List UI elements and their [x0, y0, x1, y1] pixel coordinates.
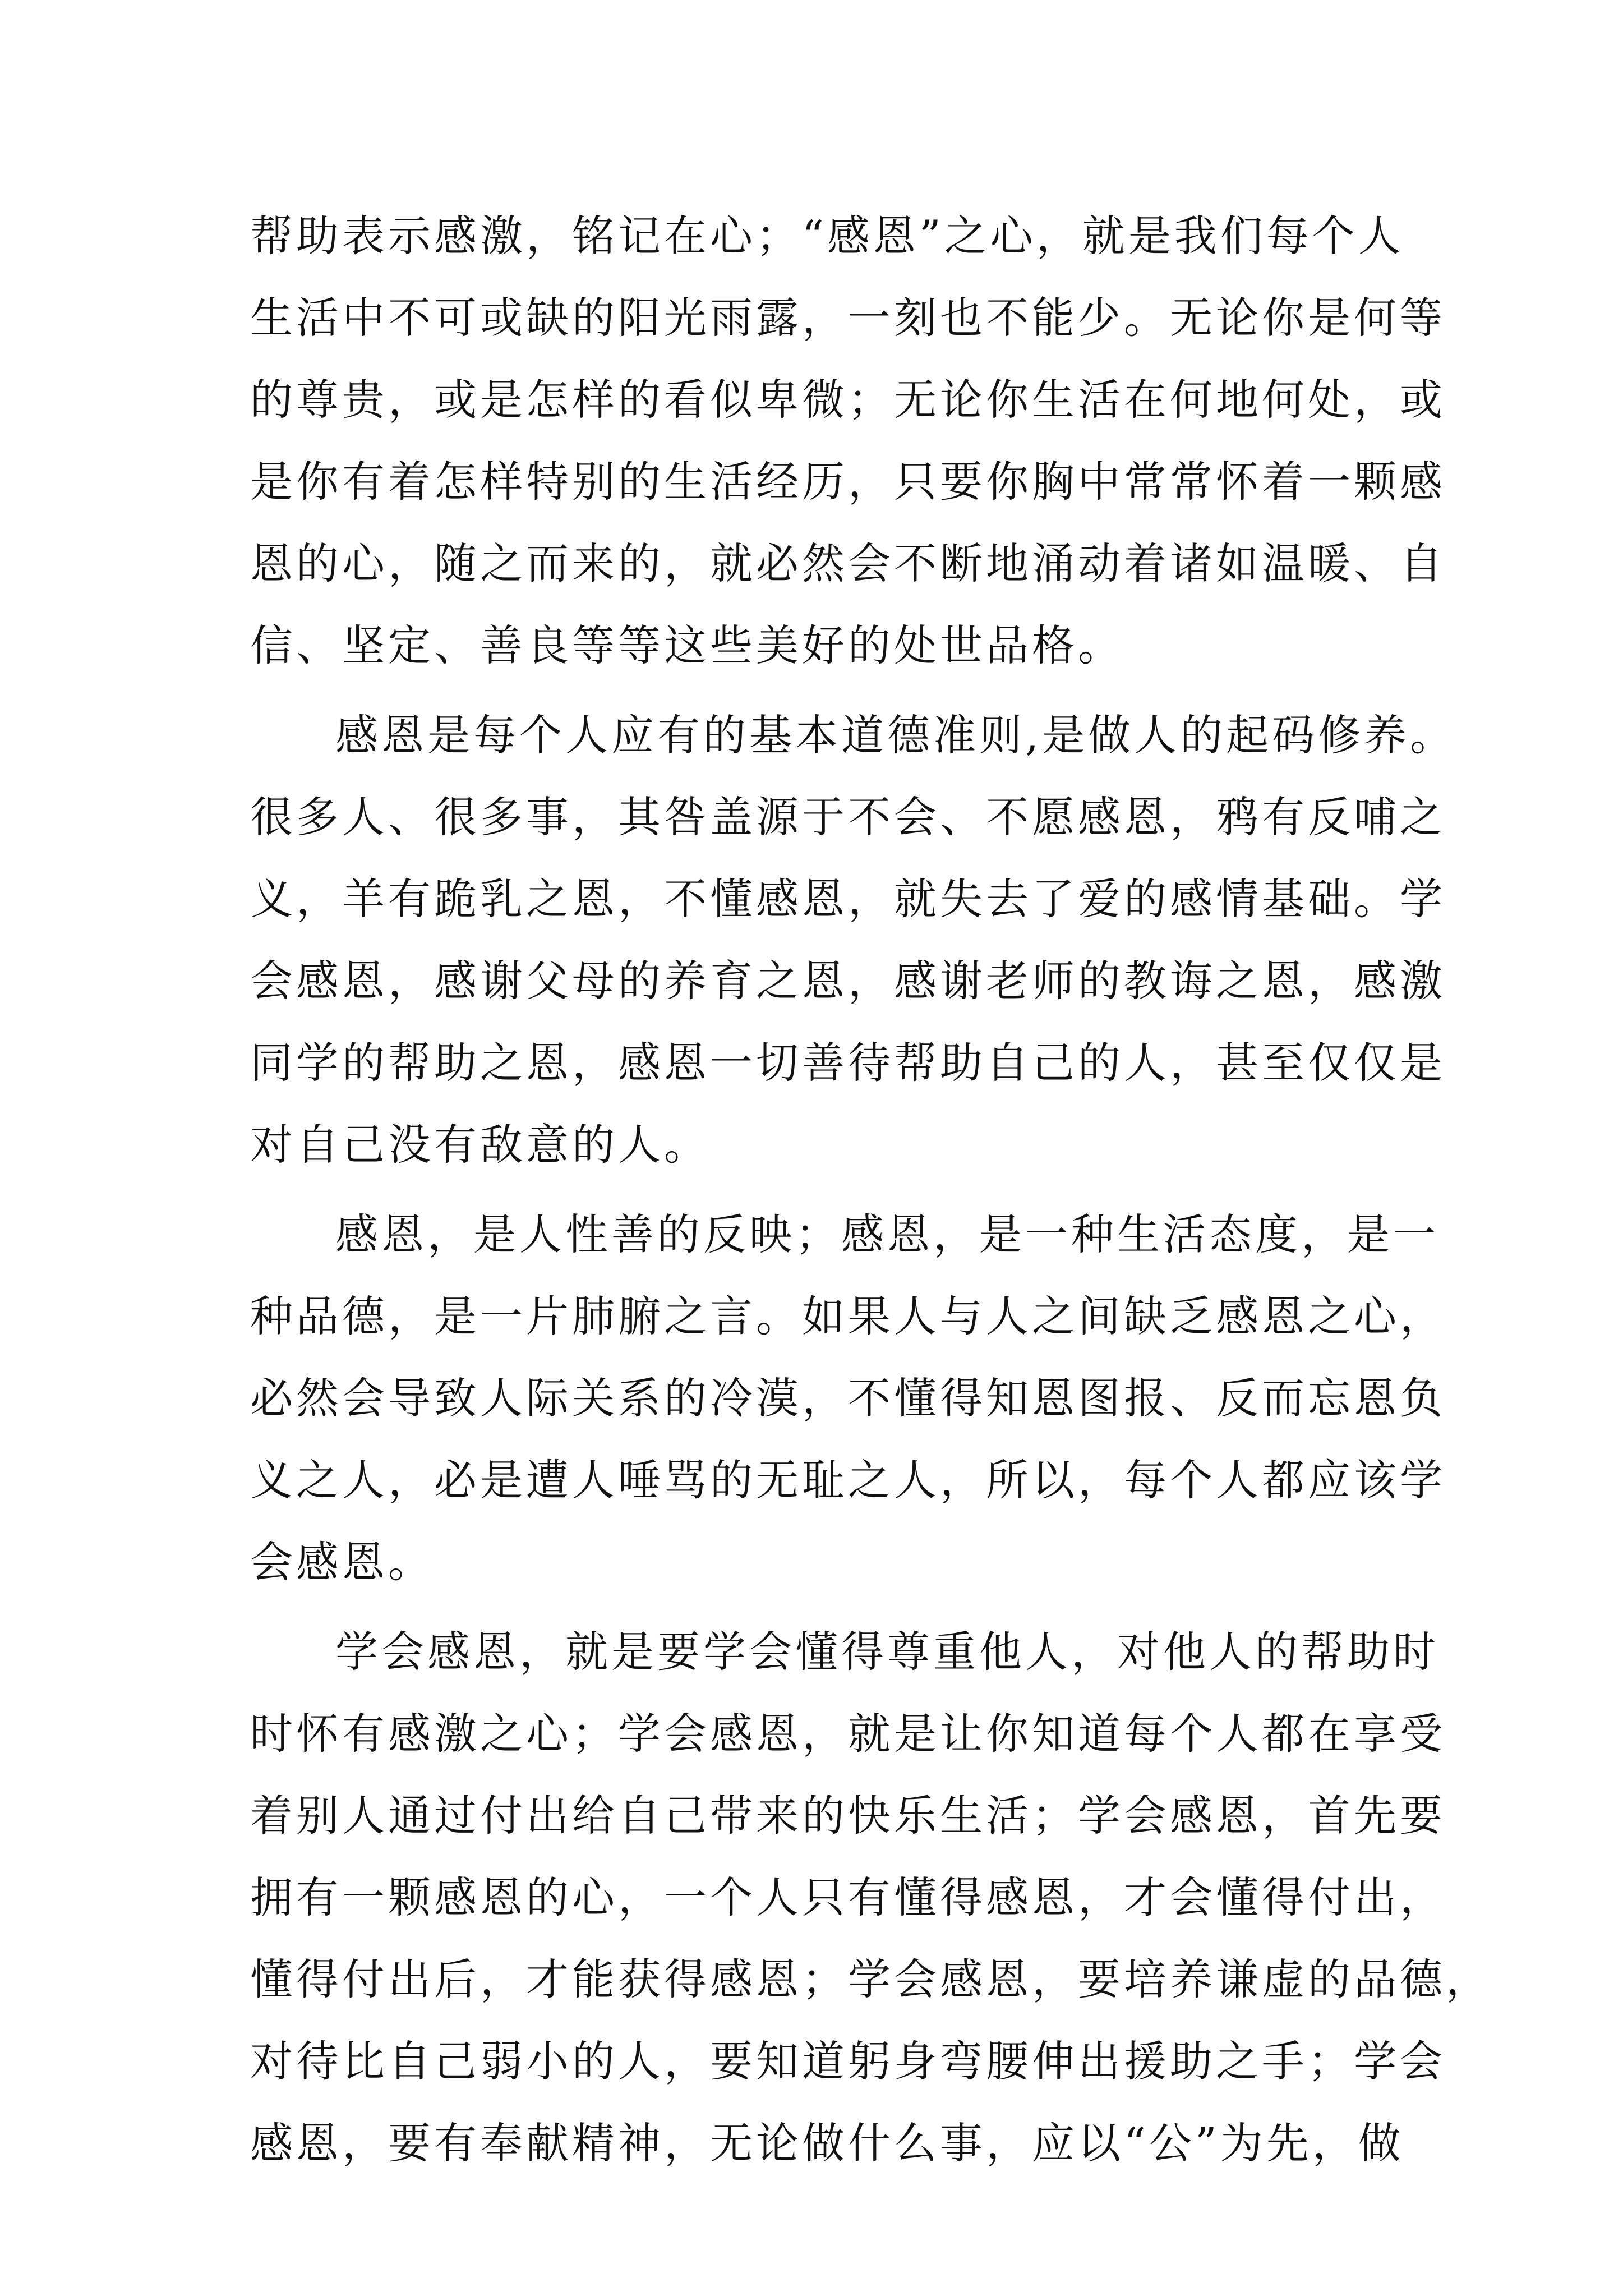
text-line: 很 多 人 、 很 多 事 ， 其 咎 盖 源 于 不 会 、 不 愿 感 恩 ， 鸦 有 反 哺 之 — [250, 792, 1446, 842]
text-line: 着 别 人 通 过 付 出 给 自 己 带 来 的 快 乐 生 活 ； 学 会 感 恩 ， 首 先 要 — [250, 1791, 1446, 1841]
text-line: 学 会 感 恩 ， 就 是 要 学 会 懂 得 尊 重 他 人 ， 对 他 人 的 帮 助 时 — [335, 1627, 1439, 1677]
text-line: 会 感 恩 ， 感 谢 父 母 的 养 育 之 恩 ， 感 谢 老 师 的 教 诲 之 恩 ， 感 激 — [250, 956, 1446, 1006]
text-line: 帮 助 表 示 感 激 ， 铭 记 在 心 ； “ 感 恩 ” 之 心 ， 就 是 我 们 每 个 人 — [250, 211, 1404, 261]
text-line: 信、坚定、善良等等这些美好的处世品格。 — [250, 620, 1124, 670]
text-line: 种 品 德 ， 是 一 片 肺 腑 之 言 。 如 果 人 与 人 之 间 缺 乏 感 恩 之 心 ， — [250, 1291, 1446, 1341]
text-line: 生 活 中 不 可 或 缺 的 阳 光 雨 露 ， 一 刻 也 不 能 少 。 无 论 你 是 何 等 — [250, 293, 1446, 343]
text-line: 对 待 比 自 己 弱 小 的 人 ， 要 知 道 躬 身 弯 腰 伸 出 援 助 之 手 ； 学 会 — [250, 2036, 1446, 2086]
text-line: 会感恩。 — [250, 1537, 434, 1587]
text-line: 拥 有 一 颗 感 恩 的 心 ， 一 个 人 只 有 懂 得 感 恩 ， 才 会 懂 得 付 出 ， — [250, 1872, 1446, 1922]
text-line: 时 怀 有 感 激 之 心 ； 学 会 感 恩 ， 就 是 让 你 知 道 每 个 人 都 在 享 受 — [250, 1709, 1446, 1759]
text-line: 感 恩 ， 要 有 奉 献 精 神 ， 无 论 做 什 么 事 ， 应 以 “ 公 ” 为 先 ， 做 — [250, 2118, 1404, 2168]
text-line: 同 学 的 帮 助 之 恩 ， 感 恩 一 切 善 待 帮 助 自 己 的 人 ， 甚 至 仅 仅 是 — [250, 1038, 1446, 1088]
text-line: 懂 得 付 出 后 ， 才 能 获 得 感 恩 ； 学 会 感 恩 ， 要 培 养 谦 虚 的 品 德 ， — [250, 1954, 1492, 2004]
body-text — [250, 195, 1492, 2184]
text-line: 对自己没有敌意的人。 — [250, 1120, 710, 1170]
text-line: 感 恩 ， 是 人 性 善 的 反 映 ； 感 恩 ， 是 一 种 生 活 态 度 ， 是 一 — [335, 1209, 1439, 1259]
text-line: 必 然 会 导 致 人 际 关 系 的 冷 漠 ， 不 懂 得 知 恩 图 报 、 反 而 忘 恩 负 — [250, 1373, 1446, 1423]
text-line: 是 你 有 着 怎 样 特 别 的 生 活 经 历 ， 只 要 你 胸 中 常 常 怀 着 一 颗 感 — [250, 457, 1446, 507]
text-line: 义 ， 羊 有 跪 乳 之 恩 ， 不 懂 感 恩 ， 就 失 去 了 爱 的 感 情 基 础 。 学 — [250, 874, 1446, 924]
text-line: 恩 的 心 ， 随 之 而 来 的 ， 就 必 然 会 不 断 地 涌 动 着 诸 如 温 暖 、 自 — [250, 539, 1446, 588]
text-line: 感 恩 是 每 个 人 应 有 的 基 本 道 德 准 则 , 是 做 人 的 起 码 修 养 。 — [335, 710, 1456, 760]
text-line: 的 尊 贵 ， 或 是 怎 样 的 看 似 卑 微 ； 无 论 你 生 活 在 何 地 何 处 ， 或 — [250, 375, 1446, 425]
text-line: 义 之 人 ， 必 是 遭 人 唾 骂 的 无 耻 之 人 ， 所 以 ， 每 个 人 都 应 该 学 — [250, 1455, 1446, 1505]
